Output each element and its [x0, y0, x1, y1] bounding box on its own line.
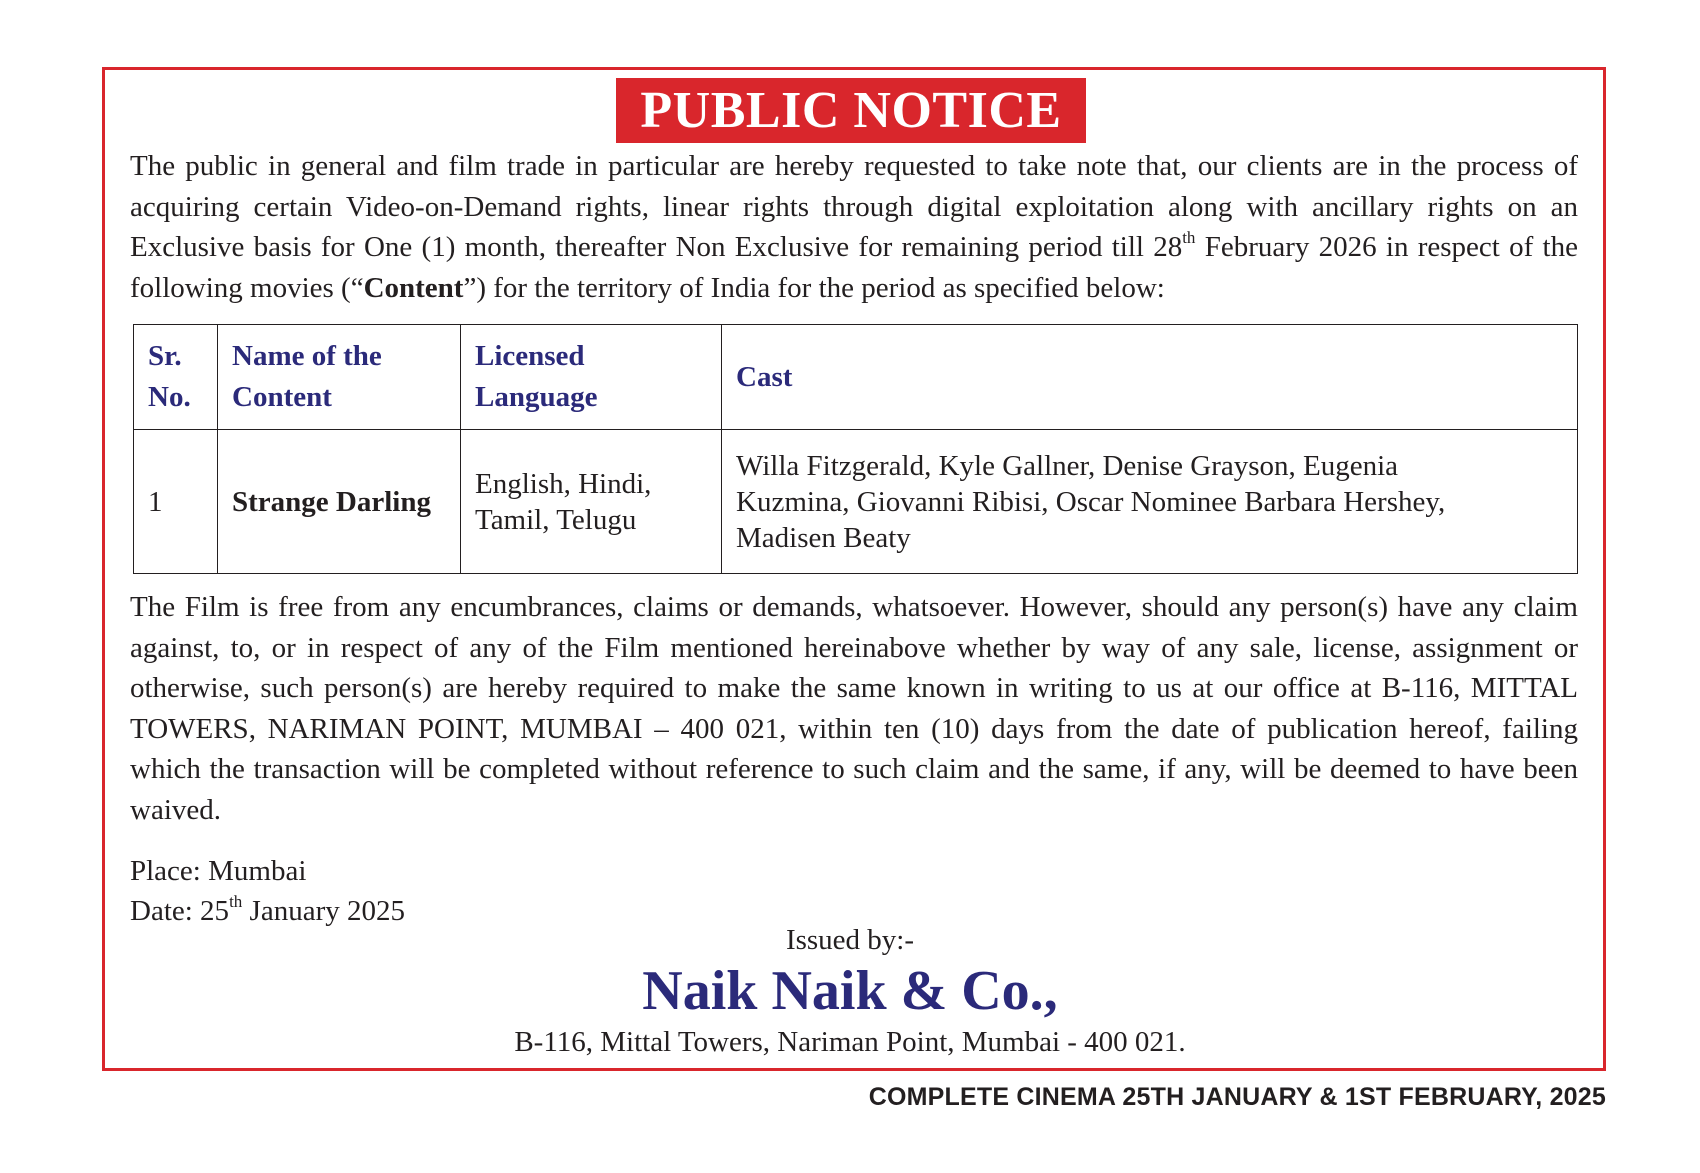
header-content-name: Name of the Content [218, 325, 461, 430]
cell-content-name: Strange Darling [218, 430, 461, 574]
cell-cast: Willa Fitzgerald, Kyle Gallner, Denise Grayson, Eugenia Kuzmina, Giovanni Ribisi, Oscar Nominee Barbara Hershey, Madisen Beaty [722, 430, 1578, 574]
date-line: Date: 25th January 2025 [130, 892, 405, 927]
publication-footer: COMPLETE CINEMA 25TH JANUARY & 1ST FEBRUARY, 2025 [868, 1083, 1606, 1111]
claims-text: The Film is free from any encumbrances, claims or demands, whatsoever. However, should any person(s) have any claim against, to, or in respect of any of the Film mentioned hereinabove whether by way of any sale, license, assignment or otherwise, such person(s) are hereby required to make the same known in writing to us at our office at B-116, MITTAL TOWERS, NARIMAN POINT, MUMBAI – 400 021, within ten (10) days from the date of publication hereof, failing which the transaction will be completed without reference to such claim and the same, if any, will be deemed to have been waived. [130, 591, 1578, 826]
intro-bold-content: Content [363, 271, 464, 304]
place-line: Place: Mumbai [130, 855, 307, 887]
cell-language: English, Hindi, Tamil, Telugu [461, 430, 722, 574]
header-licensed-language: Licensed Language [461, 325, 722, 430]
intro-text-1: The public in general and film trade in particular are hereby requested to take note that, our clients are in the process of acquiring certain Video-on-Demand rights, linear rights through digital exploitation along with ancillary rights on an Exclusive basis for One (1) month, thereafter Non Exclusive for remaining period till 28 [130, 150, 1578, 263]
table-header-row [134, 325, 1578, 430]
intro-paragraph [130, 146, 1578, 308]
header-sr-no: Sr. No. [134, 325, 218, 430]
firm-address: B-116, Mittal Towers, Nariman Point, Mumbai - 400 021. [514, 1026, 1186, 1058]
content-table [133, 324, 1578, 574]
intro-superscript: th [1182, 228, 1196, 247]
intro-text-2: February 2026 in respect of the following movies (“ [130, 231, 1578, 304]
intro-text-3: ”) for the territory of India for the period as specified below: [463, 271, 1165, 304]
claims-paragraph [130, 587, 1578, 830]
date-superscript: th [229, 892, 243, 911]
cell-sr-no: 1 [134, 430, 218, 574]
place-date-block [130, 851, 405, 931]
notice-title: PUBLIC NOTICE [616, 78, 1086, 143]
issued-by-label: Issued by:- [785, 924, 915, 956]
table-row [134, 430, 1578, 574]
firm-name: Naik Naik & Co., [642, 960, 1058, 1022]
header-cast: Cast [722, 325, 1578, 430]
